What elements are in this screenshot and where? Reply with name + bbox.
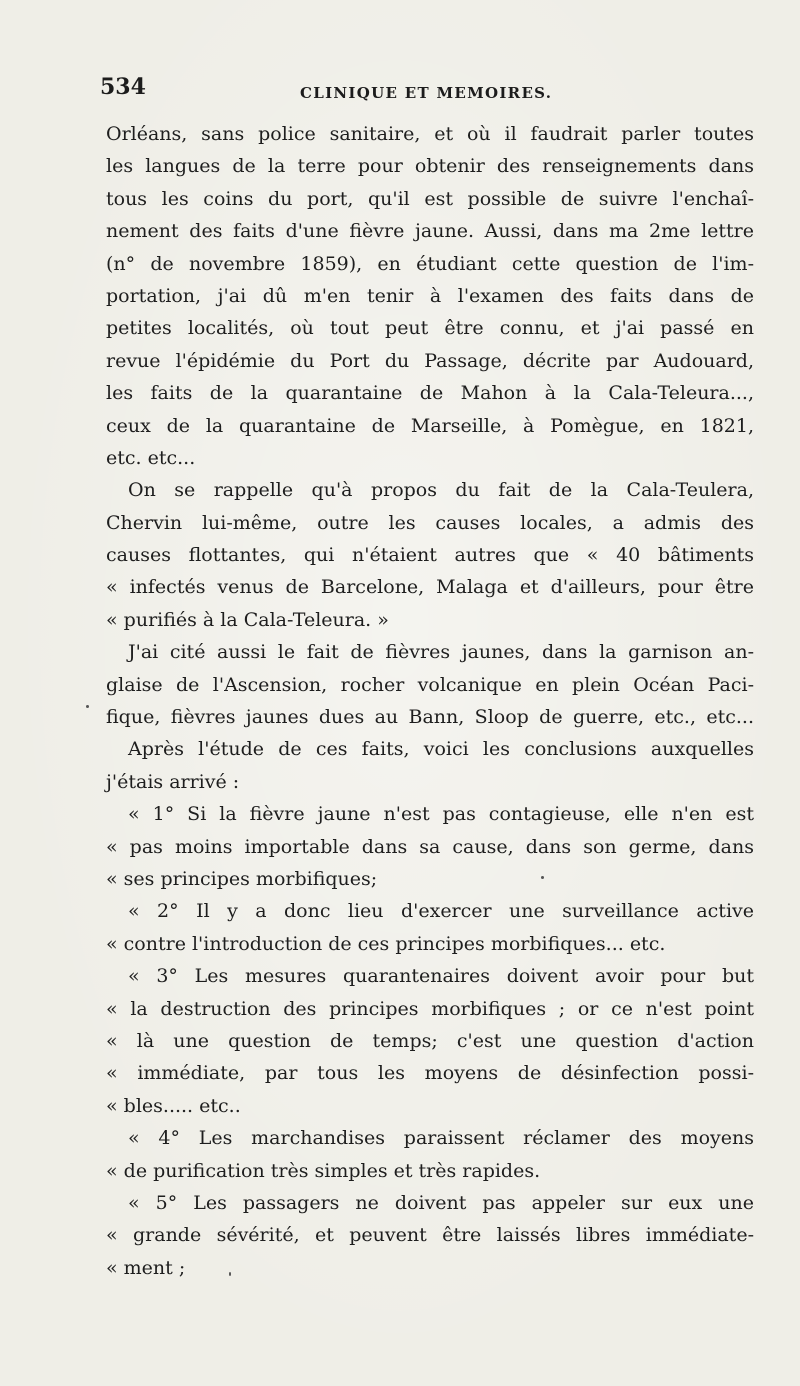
text-line: « ment ; bbox=[106, 1256, 186, 1279]
text-line: « 5° Les passagers ne doivent pas appeler sur eux une bbox=[128, 1191, 754, 1214]
text-line: « infectés venus de Barcelone, Malaga et d'ailleurs, pour être bbox=[106, 576, 754, 599]
running-head: CLINIQUE ET MEMOIRES. bbox=[300, 84, 553, 102]
text-line: « là une question de temps; c'est une question d'action bbox=[106, 1029, 754, 1052]
body-text bbox=[106, 118, 754, 1284]
text-line: « ses principes morbifiques; bbox=[106, 867, 378, 890]
text-line: portation, j'ai dû m'en tenir à l'examen des faits dans de bbox=[106, 284, 754, 307]
text-line: « grande sévérité, et peuvent être laissés libres immédiate- bbox=[106, 1224, 754, 1247]
speck bbox=[229, 1272, 231, 1276]
text-line: « la destruction des principes morbifiques ; or ce n'est point bbox=[106, 997, 754, 1020]
text-line: revue l'épidémie du Port du Passage, décrite par Audouard, bbox=[106, 349, 754, 372]
text-line: tous les coins du port, qu'il est possible de suivre l'enchaî- bbox=[106, 187, 754, 210]
text-line: « 3° Les mesures quarantenaires doivent avoir pour but bbox=[128, 965, 754, 988]
text-line: fique, fièvres jaunes dues au Bann, Sloop de guerre, etc., etc... bbox=[106, 706, 754, 729]
text-line: « 4° Les marchandises paraissent réclamer des moyens bbox=[128, 1127, 754, 1150]
text-line: (n° de novembre 1859), en étudiant cette question de l'im- bbox=[106, 252, 754, 275]
text-line: ceux de la quarantaine de Marseille, à Pomègue, en 1821, bbox=[106, 414, 754, 437]
text-line: J'ai cité aussi le fait de fièvres jaunes, dans la garnison an- bbox=[128, 641, 754, 664]
text-line: les langues de la terre pour obtenir des renseignements dans bbox=[106, 155, 754, 178]
text-line: petites localités, où tout peut être connu, et j'ai passé en bbox=[106, 317, 754, 340]
text-line: causes flottantes, qui n'étaient autres que « 40 bâtiments bbox=[106, 544, 754, 567]
speck bbox=[86, 705, 89, 708]
text-line: « purifiés à la Cala-Teleura. » bbox=[106, 608, 389, 631]
text-line: « immédiate, par tous les moyens de désinfection possi- bbox=[106, 1062, 754, 1085]
text-line: etc. etc... bbox=[106, 446, 196, 469]
text-line: On se rappelle qu'à propos du fait de la Cala-Teulera, bbox=[128, 479, 754, 502]
text-line: j'étais arrivé : bbox=[106, 770, 240, 793]
text-line: « 2° Il y a donc lieu d'exercer une surveillance active bbox=[128, 900, 754, 923]
text-line: « de purification très simples et très rapides. bbox=[106, 1159, 541, 1182]
text-line: « contre l'introduction de ces principes morbifiques... etc. bbox=[106, 932, 666, 955]
text-line: nement des faits d'une fièvre jaune. Aussi, dans ma 2me lettre bbox=[106, 220, 754, 243]
page-header bbox=[100, 74, 760, 108]
text-line: « pas moins importable dans sa cause, dans son germe, dans bbox=[106, 835, 754, 858]
text-line: Orléans, sans police sanitaire, et où il faudrait parler toutes bbox=[106, 123, 754, 145]
text-line: les faits de la quarantaine de Mahon à la Cala-Teleura..., bbox=[106, 382, 754, 405]
speck bbox=[541, 876, 544, 879]
page-number: 534 bbox=[100, 74, 146, 100]
text-line: « bles..... etc.. bbox=[106, 1094, 241, 1117]
text-line: Chervin lui-même, outre les causes locales, a admis des bbox=[106, 511, 754, 534]
text-line: « 1° Si la fièvre jaune n'est pas contagieuse, elle n'en est bbox=[128, 803, 754, 826]
text-line: glaise de l'Ascension, rocher volcanique en plein Océan Paci- bbox=[106, 673, 754, 696]
text-line: Après l'étude de ces faits, voici les conclusions auxquelles bbox=[128, 738, 754, 761]
